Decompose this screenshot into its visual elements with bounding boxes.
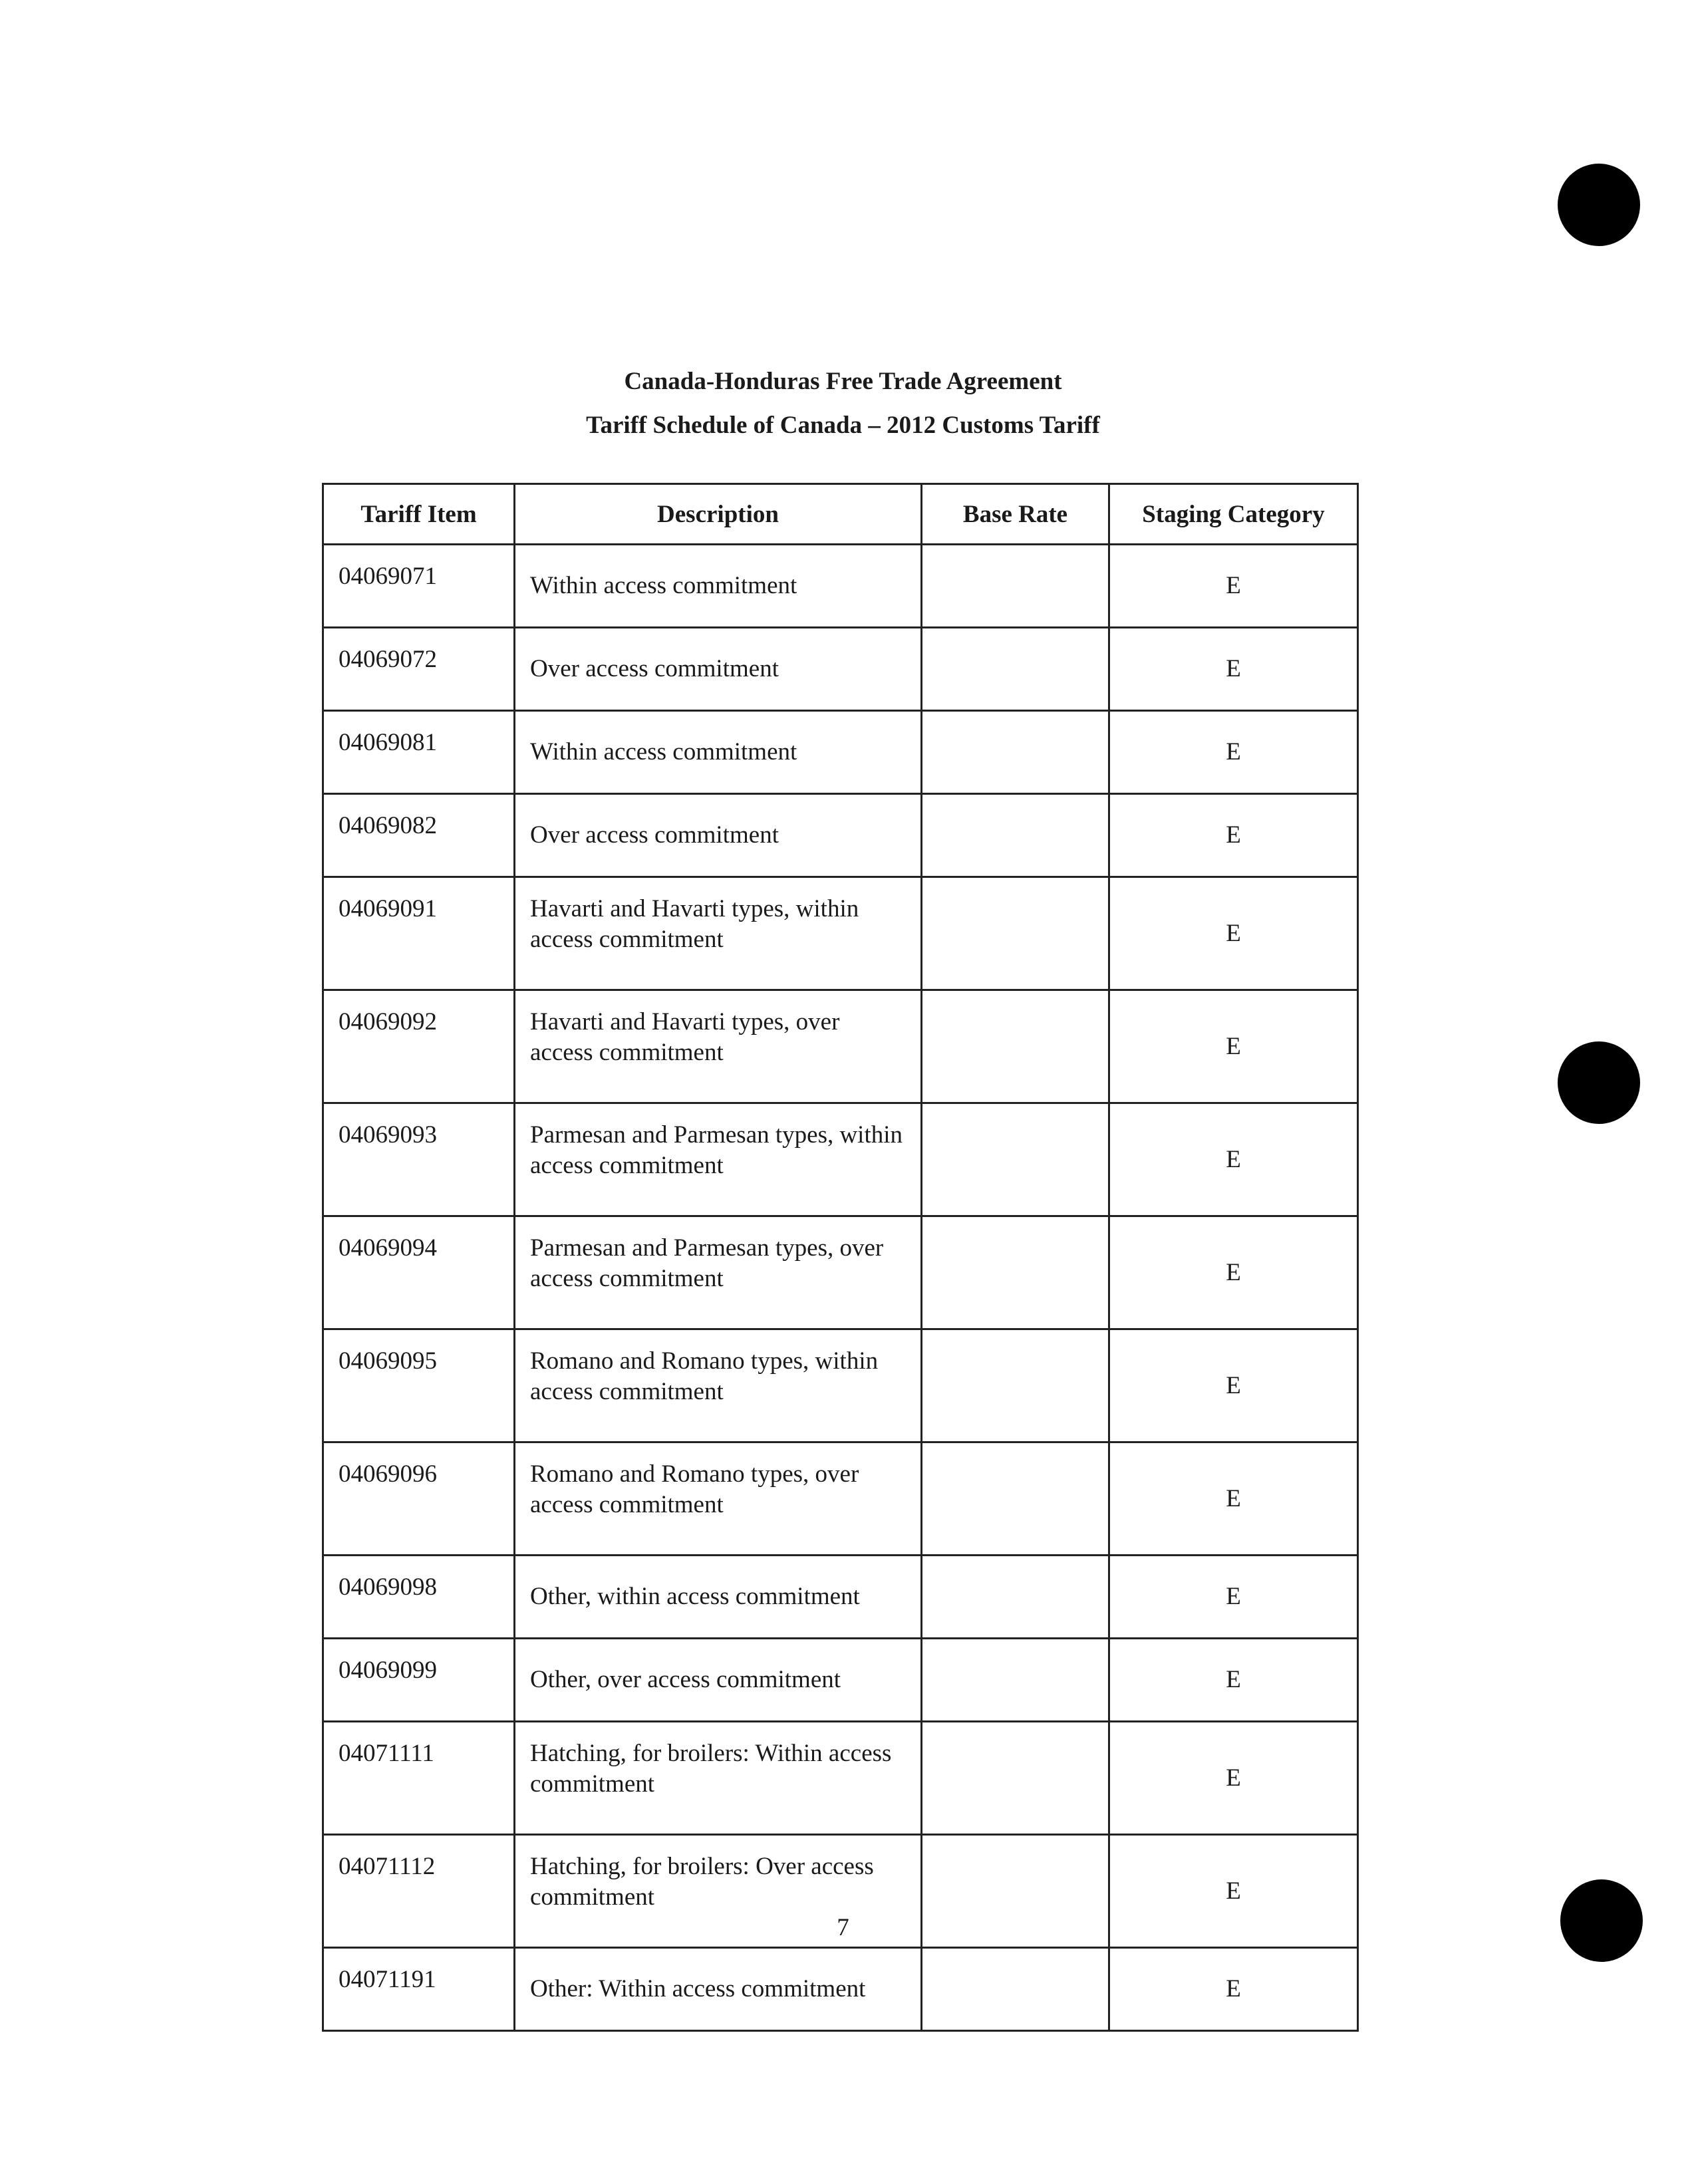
table-row	[323, 711, 1358, 794]
document-subtitle: Tariff Schedule of Canada – 2012 Customs Tariff	[586, 412, 1100, 439]
base-rate-cell	[922, 711, 1109, 794]
header-description: Description	[515, 484, 922, 545]
base-rate-cell	[922, 990, 1109, 1103]
staging-category-cell: E	[1109, 1103, 1358, 1216]
staging-category-cell: E	[1109, 545, 1358, 628]
staging-category-cell: E	[1109, 1329, 1358, 1442]
base-rate-cell	[922, 1722, 1109, 1835]
base-rate-cell	[922, 1329, 1109, 1442]
tariff-item-cell: 04069095	[323, 1329, 515, 1442]
binder-hole-top	[1558, 164, 1640, 246]
table-row	[323, 1216, 1358, 1329]
tariff-schedule-table	[322, 483, 1359, 2032]
table-row	[323, 1442, 1358, 1556]
tariff-item-cell: 04069082	[323, 794, 515, 877]
staging-category-cell: E	[1109, 1639, 1358, 1722]
description-cell: Other, within access commitment	[515, 1556, 922, 1639]
table-row	[323, 628, 1358, 711]
base-rate-cell	[922, 545, 1109, 628]
page-number: 7	[837, 1914, 849, 1941]
description-cell: Other, over access commitment	[515, 1639, 922, 1722]
staging-category-cell: E	[1109, 877, 1358, 990]
description-cell: Havarti and Havarti types, within access commitment	[515, 877, 922, 990]
base-rate-cell	[922, 628, 1109, 711]
staging-category-cell: E	[1109, 990, 1358, 1103]
base-rate-cell	[922, 877, 1109, 990]
description-cell: Romano and Romano types, within access commitment	[515, 1329, 922, 1442]
staging-category-cell: E	[1109, 1556, 1358, 1639]
header-staging-category: Staging Category	[1109, 484, 1358, 545]
base-rate-cell	[922, 1216, 1109, 1329]
tariff-item-cell: 04069071	[323, 545, 515, 628]
table-header-row	[323, 484, 1358, 545]
staging-category-cell: E	[1109, 1835, 1358, 1948]
description-cell: Within access commitment	[515, 545, 922, 628]
tariff-item-cell: 04069094	[323, 1216, 515, 1329]
tariff-item-cell: 04069081	[323, 711, 515, 794]
description-cell: Over access commitment	[515, 628, 922, 711]
staging-category-cell: E	[1109, 794, 1358, 877]
base-rate-cell	[922, 794, 1109, 877]
table-row	[323, 794, 1358, 877]
table-row	[323, 990, 1358, 1103]
description-cell: Parmesan and Parmesan types, within access commitment	[515, 1103, 922, 1216]
staging-category-cell: E	[1109, 711, 1358, 794]
base-rate-cell	[922, 1556, 1109, 1639]
tariff-item-cell: 04069091	[323, 877, 515, 990]
base-rate-cell	[922, 1639, 1109, 1722]
table-row	[323, 545, 1358, 628]
description-cell: Parmesan and Parmesan types, over access commitment	[515, 1216, 922, 1329]
description-cell: Havarti and Havarti types, over access commitment	[515, 990, 922, 1103]
header-tariff-item: Tariff Item	[323, 484, 515, 545]
tariff-item-cell: 04069092	[323, 990, 515, 1103]
table-row	[323, 1556, 1358, 1639]
table-row	[323, 1639, 1358, 1722]
staging-category-cell: E	[1109, 1948, 1358, 2031]
tariff-item-cell: 04071191	[323, 1948, 515, 2031]
table-row	[323, 1329, 1358, 1442]
table-row	[323, 1948, 1358, 2031]
description-cell: Hatching, for broilers: Over access commitment	[515, 1835, 922, 1948]
description-cell: Over access commitment	[515, 794, 922, 877]
description-cell: Hatching, for broilers: Within access commitment	[515, 1722, 922, 1835]
header-base-rate: Base Rate	[922, 484, 1109, 545]
description-cell: Within access commitment	[515, 711, 922, 794]
staging-category-cell: E	[1109, 1722, 1358, 1835]
base-rate-cell	[922, 1948, 1109, 2031]
tariff-item-cell: 04069096	[323, 1442, 515, 1556]
table-body	[323, 545, 1358, 2031]
base-rate-cell	[922, 1442, 1109, 1556]
table-row	[323, 877, 1358, 990]
tariff-item-cell: 04069093	[323, 1103, 515, 1216]
table-row	[323, 1722, 1358, 1835]
tariff-item-cell: 04069099	[323, 1639, 515, 1722]
table-row	[323, 1103, 1358, 1216]
staging-category-cell: E	[1109, 628, 1358, 711]
staging-category-cell: E	[1109, 1216, 1358, 1329]
tariff-item-cell: 04071111	[323, 1722, 515, 1835]
document-title: Canada-Honduras Free Trade Agreement	[624, 368, 1062, 395]
description-cell: Romano and Romano types, over access commitment	[515, 1442, 922, 1556]
tariff-item-cell: 04069098	[323, 1556, 515, 1639]
staging-category-cell: E	[1109, 1442, 1358, 1556]
description-cell: Other: Within access commitment	[515, 1948, 922, 2031]
tariff-item-cell: 04069072	[323, 628, 515, 711]
binder-hole-middle	[1558, 1041, 1640, 1124]
base-rate-cell	[922, 1103, 1109, 1216]
tariff-item-cell: 04071112	[323, 1835, 515, 1948]
